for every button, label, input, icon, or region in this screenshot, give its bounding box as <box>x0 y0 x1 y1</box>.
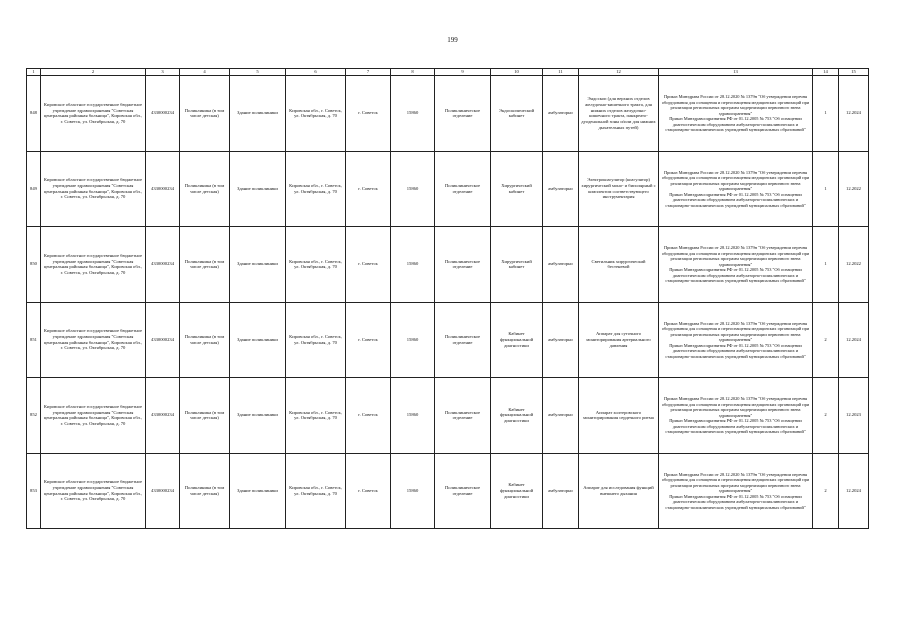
address-cell: Кировская обл., г. Советск, ул. Октябрьская, д. 70 <box>286 151 346 227</box>
quantity-cell: 1 <box>813 76 839 152</box>
room-cell: Эндоскопический кабинет <box>491 76 543 152</box>
column-number-cell: 6 <box>286 69 346 76</box>
column-number-cell: 3 <box>146 69 180 76</box>
unit-cell: Поликлиника (в том числе детская) <box>180 151 230 227</box>
row-number-cell: 851 <box>27 302 41 378</box>
room-cell: Хирургический кабинет <box>491 227 543 303</box>
table-row <box>27 453 869 529</box>
row-number-cell: 848 <box>27 76 41 152</box>
quantity-cell: 1 <box>813 227 839 303</box>
equipment-cell: Аппарат холтеровского мониторирования сердечного ритма <box>579 378 659 454</box>
column-number-cell: 7 <box>346 69 391 76</box>
room-cell: Кабинет функциональной диагностики <box>491 453 543 529</box>
legal-basis-cell: Приказ Минздрава России от 28.12.2020 № 1379н "Об утверждении перечня оборудования для оснащения и переоснащения медицинских организаций при реализации региональных программ модернизации первичного звена здравоохранения" Приказ Минздравсоцразвития РФ от 01.12.2005 № 753 "Об оснащении диагностическим оборудованием амбулаторно-поликлинических и стационарно-поликлинических учреждений муниципальных образований" <box>659 227 813 303</box>
table-row <box>27 302 869 378</box>
code-cell: 4330000234 <box>146 453 180 529</box>
column-number-cell: 5 <box>230 69 286 76</box>
column-number-cell: 8 <box>391 69 435 76</box>
legal-basis-cell: Приказ Минздрава России от 28.12.2020 № 1379н "Об утверждении перечня оборудования для оснащения и переоснащения медицинских организаций при реализации региональных программ модернизации первичного звена здравоохранения" Приказ Минздравсоцразвития РФ от 01.12.2005 № 753 "Об оснащении диагностическим оборудованием амбулаторно-поликлинических и стационарно-поликлинических учреждений муниципальных образований" <box>659 76 813 152</box>
unit-cell: Поликлиника (в том числе детская) <box>180 378 230 454</box>
town-cell: г. Советск <box>346 76 391 152</box>
column-number-cell: 12 <box>579 69 659 76</box>
column-number-cell: 10 <box>491 69 543 76</box>
unit-cell: Поликлиника (в том числе детская) <box>180 453 230 529</box>
organization-cell: Кировское областное государственное бюджетное учреждение здравоохранения "Советская центральная районная больница", Кировская обл., г. Советск, ул. Октябрьская, д. 70 <box>41 378 146 454</box>
equipment-cell: Аппарат для исследования функций внешнего дыхания <box>579 453 659 529</box>
column-number-cell: 2 <box>41 69 146 76</box>
department-cell: Поликлиническое отделение <box>435 378 491 454</box>
organization-cell: Кировское областное государственное бюджетное учреждение здравоохранения "Советская центральная районная больница", Кировская обл., г. Советск, ул. Октябрьская, д. 70 <box>41 302 146 378</box>
address-cell: Кировская обл., г. Советск, ул. Октябрьская, д. 70 <box>286 378 346 454</box>
column-number-cell: 14 <box>813 69 839 76</box>
code-cell: 4330000234 <box>146 151 180 227</box>
town-cell: г. Советск <box>346 378 391 454</box>
equipment-table <box>26 68 869 529</box>
equipment-cell: Аппарат для суточного мониторирования артериального давления <box>579 302 659 378</box>
column-number-cell: 13 <box>659 69 813 76</box>
oktmo-cell: 15860 <box>391 378 435 454</box>
deadline-cell: 12.2024 <box>839 302 869 378</box>
row-number-cell: 853 <box>27 453 41 529</box>
oktmo-cell: 15860 <box>391 227 435 303</box>
code-cell: 4330000234 <box>146 378 180 454</box>
town-cell: г. Советск <box>346 302 391 378</box>
town-cell: г. Советск <box>346 453 391 529</box>
deadline-cell: 12.2022 <box>839 151 869 227</box>
unit-cell: Поликлиника (в том числе детская) <box>180 227 230 303</box>
table-row <box>27 227 869 303</box>
page-number: 199 <box>447 36 458 44</box>
town-cell: г. Советск <box>346 151 391 227</box>
equipment-cell: Светильник хирургический бестеневой <box>579 227 659 303</box>
care-type-cell: амбулаторно <box>543 378 579 454</box>
address-cell: Кировская обл., г. Советск, ул. Октябрьская, д. 70 <box>286 453 346 529</box>
row-number-cell: 849 <box>27 151 41 227</box>
deadline-cell: 12.2022 <box>839 227 869 303</box>
row-number-cell: 850 <box>27 227 41 303</box>
column-number-cell: 1 <box>27 69 41 76</box>
building-cell: Здание поликлиники <box>230 151 286 227</box>
oktmo-cell: 15860 <box>391 453 435 529</box>
department-cell: Поликлиническое отделение <box>435 302 491 378</box>
column-number-cell: 11 <box>543 69 579 76</box>
organization-cell: Кировское областное государственное бюджетное учреждение здравоохранения "Советская центральная районная больница", Кировская обл., г. Советск, ул. Октябрьская, д. 70 <box>41 453 146 529</box>
town-cell: г. Советск <box>346 227 391 303</box>
quantity-cell: 1 <box>813 151 839 227</box>
deadline-cell: 12.2024 <box>839 76 869 152</box>
deadline-cell: 12.2023 <box>839 378 869 454</box>
deadline-cell: 12.2024 <box>839 453 869 529</box>
table-row <box>27 378 869 454</box>
oktmo-cell: 15860 <box>391 76 435 152</box>
table-row <box>27 151 869 227</box>
quantity-cell: 2 <box>813 453 839 529</box>
department-cell: Поликлиническое отделение <box>435 227 491 303</box>
unit-cell: Поликлиника (в том числе детская) <box>180 76 230 152</box>
column-number-cell: 4 <box>180 69 230 76</box>
department-cell: Поликлиническое отделение <box>435 151 491 227</box>
code-cell: 4330000234 <box>146 76 180 152</box>
building-cell: Здание поликлиники <box>230 302 286 378</box>
care-type-cell: амбулаторно <box>543 76 579 152</box>
building-cell: Здание поликлиники <box>230 227 286 303</box>
row-number-cell: 852 <box>27 378 41 454</box>
code-cell: 4330000234 <box>146 302 180 378</box>
oktmo-cell: 15860 <box>391 302 435 378</box>
equipment-cell: Электрокоагулятор (коагулятор) хирургический моно- и биполярный с комплектом соответствующего инструментария <box>579 151 659 227</box>
quantity-cell: 2 <box>813 302 839 378</box>
room-cell: Кабинет функциональной диагностики <box>491 378 543 454</box>
room-cell: Хирургический кабинет <box>491 151 543 227</box>
column-number-row <box>27 69 869 76</box>
organization-cell: Кировское областное государственное бюджетное учреждение здравоохранения "Советская центральная районная больница", Кировская обл., г. Советск, ул. Октябрьская, д. 70 <box>41 151 146 227</box>
column-number-cell: 9 <box>435 69 491 76</box>
column-number-cell: 15 <box>839 69 869 76</box>
address-cell: Кировская обл., г. Советск, ул. Октябрьская, д. 70 <box>286 227 346 303</box>
table-row <box>27 76 869 152</box>
room-cell: Кабинет функциональной диагностики <box>491 302 543 378</box>
legal-basis-cell: Приказ Минздрава России от 28.12.2020 № 1379н "Об утверждении перечня оборудования для оснащения и переоснащения медицинских организаций при реализации региональных программ модернизации первичного звена здравоохранения" Приказ Минздравсоцразвития РФ от 01.12.2005 № 753 "Об оснащении диагностическим оборудованием амбулаторно-поликлинических и стационарно-поликлинических учреждений муниципальных образований" <box>659 453 813 529</box>
department-cell: Поликлиническое отделение <box>435 453 491 529</box>
building-cell: Здание поликлиники <box>230 76 286 152</box>
organization-cell: Кировское областное государственное бюджетное учреждение здравоохранения "Советская центральная районная больница", Кировская обл., г. Советск, ул. Октябрьская, д. 70 <box>41 227 146 303</box>
legal-basis-cell: Приказ Минздрава России от 28.12.2020 № 1379н "Об утверждении перечня оборудования для оснащения и переоснащения медицинских организаций при реализации региональных программ модернизации первичного звена здравоохранения" Приказ Минздравсоцразвития РФ от 01.12.2005 № 753 "Об оснащении диагностическим оборудованием амбулаторно-поликлинических и стационарно-поликлинических учреждений муниципальных образований" <box>659 302 813 378</box>
care-type-cell: амбулаторно <box>543 453 579 529</box>
address-cell: Кировская обл., г. Советск, ул. Октябрьская, д. 70 <box>286 76 346 152</box>
care-type-cell: амбулаторно <box>543 302 579 378</box>
building-cell: Здание поликлиники <box>230 453 286 529</box>
care-type-cell: амбулаторно <box>543 227 579 303</box>
equipment-cell: Эндоскоп (для верхних отделов желудочно-кишечного тракта, для нижних отделов желудочно-кишечного тракта, панкреато-дуоденальной зоны и/или для нижних дыхательных путей) <box>579 76 659 152</box>
oktmo-cell: 15860 <box>391 151 435 227</box>
organization-cell: Кировское областное государственное бюджетное учреждение здравоохранения "Советская центральная районная больница", Кировская обл., г. Советск, ул. Октябрьская, д. 70 <box>41 76 146 152</box>
quantity-cell: 2 <box>813 378 839 454</box>
unit-cell: Поликлиника (в том числе детская) <box>180 302 230 378</box>
address-cell: Кировская обл., г. Советск, ул. Октябрьская, д. 70 <box>286 302 346 378</box>
care-type-cell: амбулаторно <box>543 151 579 227</box>
legal-basis-cell: Приказ Минздрава России от 28.12.2020 № 1379н "Об утверждении перечня оборудования для оснащения и переоснащения медицинских организаций при реализации региональных программ модернизации первичного звена здравоохранения" Приказ Минздравсоцразвития РФ от 01.12.2005 № 753 "Об оснащении диагностическим оборудованием амбулаторно-поликлинических и стационарно-поликлинических учреждений муниципальных образований" <box>659 151 813 227</box>
legal-basis-cell: Приказ Минздрава России от 28.12.2020 № 1379н "Об утверждении перечня оборудования для оснащения и переоснащения медицинских организаций при реализации региональных программ модернизации первичного звена здравоохранения" Приказ Минздравсоцразвития РФ от 01.12.2005 № 753 "Об оснащении диагностическим оборудованием амбулаторно-поликлинических и стационарно-поликлинических учреждений муниципальных образований" <box>659 378 813 454</box>
code-cell: 4330000234 <box>146 227 180 303</box>
building-cell: Здание поликлиники <box>230 378 286 454</box>
department-cell: Поликлиническое отделение <box>435 76 491 152</box>
